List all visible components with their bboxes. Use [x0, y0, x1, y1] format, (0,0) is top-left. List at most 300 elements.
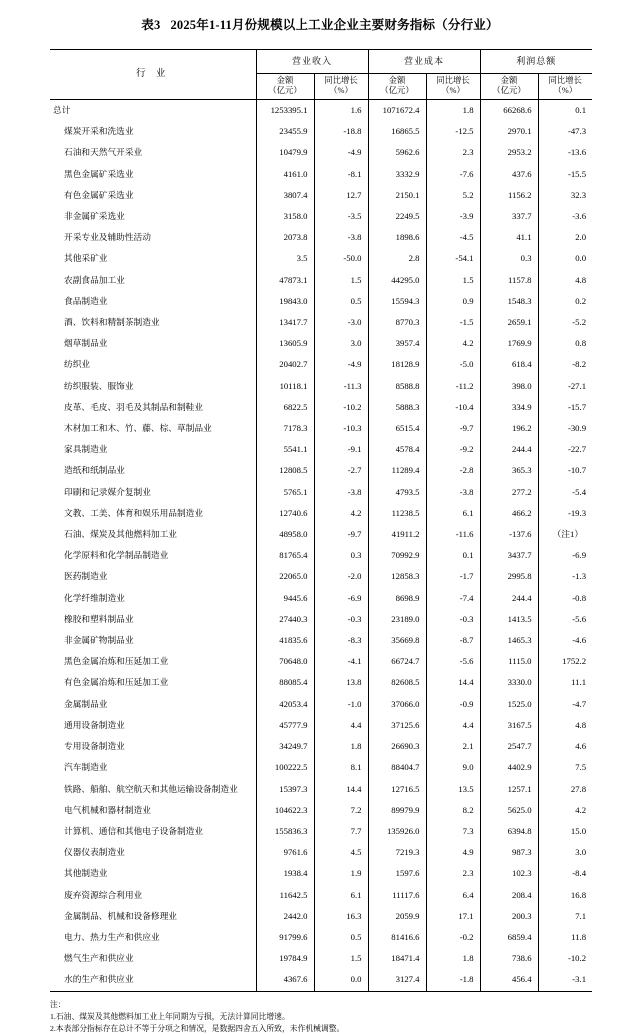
- table-row: [50, 418, 592, 439]
- row-industry-label: 非金属矿采选业: [64, 211, 125, 222]
- cell-profit-amount: 2995.8: [480, 566, 538, 587]
- cell-revenue-amount: 19843.0: [256, 291, 314, 312]
- table-row: [50, 397, 592, 418]
- row-industry-label: 煤炭开采和洗选业: [64, 126, 134, 137]
- row-industry-label: 化学原料和化学制品制造业: [64, 550, 169, 561]
- cell-cost-amount: 81416.6: [368, 927, 426, 948]
- cell-profit-yoy: -8.4: [538, 863, 592, 884]
- cell-revenue-yoy: -0.3: [314, 609, 368, 630]
- cell-profit-yoy: -30.9: [538, 418, 592, 439]
- column-group-revenue: 营业收入: [256, 50, 368, 74]
- cell-profit-amount: 1115.0: [480, 651, 538, 672]
- table-title-text: 2025年1-11月份规模以上工业企业主要财务指标（分行业）: [170, 18, 499, 32]
- cell-cost-amount: 11289.4: [368, 460, 426, 481]
- cell-profit-amount: 2659.1: [480, 312, 538, 333]
- cell-revenue-amount: 20402.7: [256, 354, 314, 375]
- cell-cost-yoy: 4.2: [426, 333, 480, 354]
- cell-profit-yoy: 7.1: [538, 906, 592, 927]
- cell-revenue-yoy: -3.5: [314, 206, 368, 227]
- cell-cost-amount: 8770.3: [368, 312, 426, 333]
- cell-cost-yoy: 17.1: [426, 906, 480, 927]
- financial-indicators-table: [50, 49, 592, 992]
- table-row: [50, 376, 592, 397]
- cell-profit-amount: 5625.0: [480, 800, 538, 821]
- cell-profit-yoy: 32.3: [538, 185, 592, 206]
- cell-cost-amount: 135926.0: [368, 821, 426, 842]
- notes-heading: 注：: [50, 999, 66, 1009]
- cell-revenue-yoy: -6.9: [314, 588, 368, 609]
- column-header-industry: 行 业: [136, 68, 170, 79]
- column-header-revenue-yoy: [314, 74, 368, 100]
- cell-profit-yoy: -5.6: [538, 609, 592, 630]
- cell-revenue-yoy: 8.1: [314, 757, 368, 778]
- cell-cost-yoy: 14.4: [426, 672, 480, 693]
- table-row: [50, 524, 592, 545]
- row-industry-label: 燃气生产和供应业: [64, 953, 134, 964]
- cell-profit-yoy: 11.8: [538, 927, 592, 948]
- cell-revenue-yoy: 1.6: [314, 100, 368, 122]
- table-row: [50, 164, 592, 185]
- table-row: [50, 863, 592, 884]
- cell-cost-yoy: -1.8: [426, 969, 480, 991]
- cell-cost-amount: 66724.7: [368, 651, 426, 672]
- row-industry-label: 其他制造业: [64, 868, 108, 879]
- cell-profit-yoy: 15.0: [538, 821, 592, 842]
- cell-revenue-yoy: -10.2: [314, 397, 368, 418]
- cell-revenue-yoy: -8.3: [314, 630, 368, 651]
- cell-cost-yoy: -11.6: [426, 524, 480, 545]
- sub-line-2: （亿元）: [492, 86, 526, 95]
- table-row: [50, 566, 592, 587]
- cell-revenue-yoy: -1.0: [314, 694, 368, 715]
- cell-profit-yoy: 0.2: [538, 291, 592, 312]
- cell-cost-yoy: 1.8: [426, 948, 480, 969]
- cell-profit-yoy: 0.8: [538, 333, 592, 354]
- sub-line-1: 同比增长: [548, 75, 583, 85]
- sub-line-2: （%）: [441, 86, 465, 95]
- column-header-cost-amount: [368, 74, 426, 100]
- cell-profit-yoy: 0.0: [538, 248, 592, 269]
- cell-revenue-yoy: -4.1: [314, 651, 368, 672]
- cell-cost-yoy: -0.3: [426, 609, 480, 630]
- cell-profit-amount: 2953.2: [480, 142, 538, 163]
- cell-cost-yoy: 7.3: [426, 821, 480, 842]
- cell-revenue-yoy: 0.3: [314, 545, 368, 566]
- cell-cost-amount: 8588.8: [368, 376, 426, 397]
- row-industry-label: 电气机械和器材制造业: [64, 804, 151, 815]
- cell-cost-yoy: 5.2: [426, 185, 480, 206]
- table-row: [50, 694, 592, 715]
- cell-cost-amount: 8698.9: [368, 588, 426, 609]
- cell-revenue-amount: 3158.0: [256, 206, 314, 227]
- cell-revenue-amount: 155836.3: [256, 821, 314, 842]
- sub-line-2: （亿元）: [380, 86, 414, 95]
- table-row: [50, 651, 592, 672]
- row-industry-label: 文教、工美、体育和娱乐用品制造业: [64, 507, 203, 518]
- cell-cost-yoy: 0.1: [426, 545, 480, 566]
- row-industry-label: 铁路、船舶、航空航天和其他运输设备制造业: [64, 783, 238, 794]
- table-notes: [0, 992, 640, 1035]
- table-number: 表3: [141, 18, 161, 32]
- cell-cost-yoy: 13.5: [426, 779, 480, 800]
- cell-profit-amount: 1769.9: [480, 333, 538, 354]
- cell-revenue-amount: 11642.5: [256, 885, 314, 906]
- table-row: [50, 630, 592, 651]
- sub-line-1: 同比增长: [324, 75, 358, 85]
- sub-line-2: （%）: [553, 86, 578, 95]
- cell-profit-amount: 41.1: [480, 227, 538, 248]
- cell-profit-amount: 3167.5: [480, 715, 538, 736]
- cell-cost-yoy: -8.7: [426, 630, 480, 651]
- cell-revenue-amount: 1938.4: [256, 863, 314, 884]
- cell-cost-yoy: -7.6: [426, 164, 480, 185]
- cell-revenue-amount: 88085.4: [256, 672, 314, 693]
- cell-profit-yoy: -0.8: [538, 588, 592, 609]
- cell-revenue-yoy: -4.9: [314, 354, 368, 375]
- cell-profit-amount: 1548.3: [480, 291, 538, 312]
- cell-cost-yoy: 2.3: [426, 142, 480, 163]
- table-row: [50, 185, 592, 206]
- row-industry-label: 印刷和记录媒介复制业: [64, 486, 151, 497]
- cell-cost-amount: 2249.5: [368, 206, 426, 227]
- table-row: [50, 906, 592, 927]
- cell-cost-yoy: 4.9: [426, 842, 480, 863]
- cell-revenue-yoy: -9.1: [314, 439, 368, 460]
- cell-profit-amount: 200.3: [480, 906, 538, 927]
- cell-revenue-amount: 2442.0: [256, 906, 314, 927]
- cell-revenue-yoy: -9.7: [314, 524, 368, 545]
- cell-revenue-amount: 22065.0: [256, 566, 314, 587]
- sub-line-1: 金额: [276, 75, 294, 85]
- row-industry-label: 医药制造业: [64, 571, 108, 582]
- cell-profit-yoy: -13.6: [538, 142, 592, 163]
- row-industry-label: 烟草制品业: [64, 338, 108, 349]
- cell-profit-amount: 1413.5: [480, 609, 538, 630]
- cell-revenue-yoy: 7.7: [314, 821, 368, 842]
- cell-profit-amount: 3330.0: [480, 672, 538, 693]
- cell-cost-amount: 12858.3: [368, 566, 426, 587]
- cell-revenue-amount: 6822.5: [256, 397, 314, 418]
- row-industry-label: 纺织服装、服饰业: [64, 380, 134, 391]
- table-row: [50, 439, 592, 460]
- cell-profit-yoy: -5.2: [538, 312, 592, 333]
- cell-cost-yoy: -3.9: [426, 206, 480, 227]
- cell-cost-yoy: -5.6: [426, 651, 480, 672]
- sub-line-1: 金额: [388, 75, 406, 85]
- row-industry-label: 家具制造业: [64, 444, 108, 455]
- cell-cost-yoy: 6.1: [426, 503, 480, 524]
- cell-revenue-yoy: 1.5: [314, 948, 368, 969]
- row-industry-label: 非金属矿物制品业: [64, 635, 134, 646]
- cell-revenue-yoy: -50.0: [314, 248, 368, 269]
- row-industry-label: 计算机、通信和其他电子设备制造业: [64, 825, 203, 836]
- cell-profit-amount: 1156.2: [480, 185, 538, 206]
- cell-cost-yoy: -9.7: [426, 418, 480, 439]
- cell-profit-amount: 1257.1: [480, 779, 538, 800]
- table-row: [50, 545, 592, 566]
- row-industry-label: 纺织业: [64, 359, 91, 370]
- column-header-profit-yoy: [538, 74, 592, 100]
- cell-profit-yoy: -19.3: [538, 503, 592, 524]
- table-row: [50, 333, 592, 354]
- cell-profit-yoy: -4.6: [538, 630, 592, 651]
- cell-revenue-yoy: -2.7: [314, 460, 368, 481]
- cell-profit-yoy: （注1）: [538, 524, 592, 545]
- cell-cost-yoy: 1.8: [426, 100, 480, 122]
- cell-cost-amount: 4578.4: [368, 439, 426, 460]
- table-row: [50, 885, 592, 906]
- table-row: [50, 609, 592, 630]
- cell-cost-amount: 18471.4: [368, 948, 426, 969]
- cell-profit-amount: 277.2: [480, 482, 538, 503]
- cell-revenue-yoy: -4.9: [314, 142, 368, 163]
- cell-profit-amount: 1525.0: [480, 694, 538, 715]
- page-title: [0, 0, 640, 49]
- cell-profit-amount: 987.3: [480, 842, 538, 863]
- cell-cost-yoy: 2.1: [426, 736, 480, 757]
- cell-profit-amount: 437.6: [480, 164, 538, 185]
- cell-profit-amount: 1157.8: [480, 270, 538, 291]
- row-industry-label: 水的生产和供应业: [64, 974, 134, 985]
- cell-profit-yoy: -5.4: [538, 482, 592, 503]
- table-row: [50, 503, 592, 524]
- table-row: [50, 672, 592, 693]
- row-industry-label: 开采专业及辅助性活动: [64, 232, 151, 243]
- cell-profit-yoy: 27.8: [538, 779, 592, 800]
- cell-profit-yoy: -3.6: [538, 206, 592, 227]
- cell-profit-yoy: -10.2: [538, 948, 592, 969]
- cell-profit-amount: 466.2: [480, 503, 538, 524]
- cell-revenue-yoy: -3.0: [314, 312, 368, 333]
- cell-cost-yoy: 6.4: [426, 885, 480, 906]
- row-industry-label: 橡胶和塑料制品业: [64, 613, 134, 624]
- table-row: [50, 121, 592, 142]
- cell-cost-yoy: -7.4: [426, 588, 480, 609]
- cell-profit-yoy: -27.1: [538, 376, 592, 397]
- cell-revenue-amount: 7178.3: [256, 418, 314, 439]
- cell-cost-yoy: 1.5: [426, 270, 480, 291]
- cell-cost-amount: 12716.5: [368, 779, 426, 800]
- cell-cost-amount: 89979.9: [368, 800, 426, 821]
- row-industry-label: 酒、饮料和精制茶制造业: [64, 317, 160, 328]
- cell-revenue-yoy: 7.2: [314, 800, 368, 821]
- cell-revenue-yoy: 0.5: [314, 927, 368, 948]
- cell-revenue-amount: 19784.9: [256, 948, 314, 969]
- cell-cost-yoy: -3.8: [426, 482, 480, 503]
- cell-cost-amount: 3332.9: [368, 164, 426, 185]
- cell-revenue-yoy: 6.1: [314, 885, 368, 906]
- column-header-cost-yoy: [426, 74, 480, 100]
- table-row: [50, 270, 592, 291]
- table-row: [50, 227, 592, 248]
- cell-revenue-amount: 45777.9: [256, 715, 314, 736]
- cell-cost-yoy: 0.9: [426, 291, 480, 312]
- cell-revenue-yoy: -3.8: [314, 227, 368, 248]
- cell-cost-amount: 4793.5: [368, 482, 426, 503]
- cell-profit-yoy: 11.1: [538, 672, 592, 693]
- cell-cost-yoy: -9.2: [426, 439, 480, 460]
- table-container: [0, 49, 640, 992]
- row-industry-label: 石油、煤炭及其他燃料加工业: [64, 529, 177, 540]
- cell-profit-amount: 0.3: [480, 248, 538, 269]
- cell-profit-yoy: 3.0: [538, 842, 592, 863]
- cell-profit-amount: 618.4: [480, 354, 538, 375]
- cell-profit-amount: 244.4: [480, 439, 538, 460]
- cell-cost-amount: 1898.6: [368, 227, 426, 248]
- cell-profit-yoy: 4.8: [538, 715, 592, 736]
- row-industry-label: 其他采矿业: [64, 253, 108, 264]
- cell-profit-yoy: -1.3: [538, 566, 592, 587]
- cell-profit-yoy: 1752.2: [538, 651, 592, 672]
- cell-cost-amount: 2150.1: [368, 185, 426, 206]
- cell-cost-amount: 1597.6: [368, 863, 426, 884]
- cell-profit-amount: 6394.8: [480, 821, 538, 842]
- cell-revenue-yoy: 4.5: [314, 842, 368, 863]
- cell-cost-amount: 41911.2: [368, 524, 426, 545]
- cell-profit-yoy: -10.7: [538, 460, 592, 481]
- cell-revenue-amount: 10118.1: [256, 376, 314, 397]
- cell-profit-amount: 3437.7: [480, 545, 538, 566]
- cell-cost-yoy: -2.8: [426, 460, 480, 481]
- cell-profit-amount: 2970.1: [480, 121, 538, 142]
- column-header-revenue-amount: [256, 74, 314, 100]
- cell-profit-amount: 244.4: [480, 588, 538, 609]
- cell-profit-amount: 337.7: [480, 206, 538, 227]
- column-header-profit-amount: [480, 74, 538, 100]
- cell-revenue-yoy: -11.3: [314, 376, 368, 397]
- cell-revenue-amount: 12740.6: [256, 503, 314, 524]
- cell-cost-amount: 70992.9: [368, 545, 426, 566]
- cell-cost-yoy: -11.2: [426, 376, 480, 397]
- cell-profit-yoy: -6.9: [538, 545, 592, 566]
- cell-profit-yoy: 16.8: [538, 885, 592, 906]
- table-body: [50, 100, 592, 992]
- row-industry-label: 通用设备制造业: [64, 719, 125, 730]
- cell-cost-yoy: -1.7: [426, 566, 480, 587]
- table-row: [50, 312, 592, 333]
- table-row: [50, 969, 592, 991]
- cell-profit-yoy: -22.7: [538, 439, 592, 460]
- header-group-row: [50, 50, 592, 74]
- row-industry-label: 化学纤维制造业: [64, 592, 125, 603]
- cell-revenue-amount: 91799.6: [256, 927, 314, 948]
- cell-revenue-amount: 9761.6: [256, 842, 314, 863]
- cell-profit-yoy: 4.6: [538, 736, 592, 757]
- cell-revenue-amount: 5765.1: [256, 482, 314, 503]
- cell-revenue-yoy: 13.8: [314, 672, 368, 693]
- cell-revenue-amount: 10479.9: [256, 142, 314, 163]
- cell-cost-amount: 3127.4: [368, 969, 426, 991]
- cell-revenue-yoy: 4.2: [314, 503, 368, 524]
- cell-profit-amount: 196.2: [480, 418, 538, 439]
- row-industry-label: 黑色金属矿采选业: [64, 168, 134, 179]
- sub-line-2: （亿元）: [268, 86, 302, 95]
- cell-cost-yoy: -1.5: [426, 312, 480, 333]
- table-row: [50, 588, 592, 609]
- cell-revenue-amount: 13605.9: [256, 333, 314, 354]
- cell-cost-amount: 44295.0: [368, 270, 426, 291]
- cell-profit-yoy: -8.2: [538, 354, 592, 375]
- table-row: [50, 800, 592, 821]
- cell-revenue-amount: 3.5: [256, 248, 314, 269]
- cell-profit-amount: 66268.6: [480, 100, 538, 122]
- row-industry-label: 汽车制造业: [64, 762, 108, 773]
- cell-profit-yoy: -47.3: [538, 121, 592, 142]
- cell-revenue-amount: 27440.3: [256, 609, 314, 630]
- row-industry-label: 总计: [53, 105, 71, 115]
- cell-cost-yoy: 9.0: [426, 757, 480, 778]
- row-industry-label: 有色金属冶炼和压延加工业: [64, 677, 169, 688]
- row-industry-label: 专用设备制造业: [64, 741, 125, 752]
- sub-line-1: 金额: [500, 75, 518, 85]
- cell-revenue-yoy: -18.8: [314, 121, 368, 142]
- cell-profit-yoy: -15.7: [538, 397, 592, 418]
- row-industry-label: 造纸和纸制品业: [64, 465, 125, 476]
- cell-revenue-amount: 104622.3: [256, 800, 314, 821]
- cell-profit-amount: 208.4: [480, 885, 538, 906]
- cell-revenue-amount: 3807.4: [256, 185, 314, 206]
- table-row: [50, 821, 592, 842]
- cell-revenue-yoy: -3.8: [314, 482, 368, 503]
- table-row: [50, 206, 592, 227]
- cell-cost-amount: 7219.3: [368, 842, 426, 863]
- cell-profit-yoy: 4.8: [538, 270, 592, 291]
- cell-revenue-yoy: 0.0: [314, 969, 368, 991]
- table-row: [50, 927, 592, 948]
- cell-profit-amount: 365.3: [480, 460, 538, 481]
- cell-cost-amount: 18128.9: [368, 354, 426, 375]
- table-row: [50, 291, 592, 312]
- cell-revenue-yoy: 4.4: [314, 715, 368, 736]
- cell-revenue-amount: 15397.3: [256, 779, 314, 800]
- row-industry-label: 金属制品业: [64, 698, 108, 709]
- cell-profit-yoy: 0.1: [538, 100, 592, 122]
- table-row: [50, 757, 592, 778]
- cell-revenue-amount: 81765.4: [256, 545, 314, 566]
- cell-cost-yoy: -5.0: [426, 354, 480, 375]
- cell-cost-amount: 88404.7: [368, 757, 426, 778]
- cell-cost-amount: 82608.5: [368, 672, 426, 693]
- row-industry-label: 废弃资源综合利用业: [64, 889, 143, 900]
- cell-revenue-amount: 34249.7: [256, 736, 314, 757]
- cell-cost-yoy: -10.4: [426, 397, 480, 418]
- column-group-cost: 营业成本: [368, 50, 480, 74]
- cell-cost-amount: 37125.6: [368, 715, 426, 736]
- cell-profit-yoy: 4.2: [538, 800, 592, 821]
- row-industry-label: 石油和天然气开采业: [64, 147, 143, 158]
- cell-revenue-yoy: -8.1: [314, 164, 368, 185]
- cell-revenue-amount: 9445.6: [256, 588, 314, 609]
- table-row: [50, 842, 592, 863]
- cell-cost-yoy: 4.4: [426, 715, 480, 736]
- cell-cost-amount: 16865.5: [368, 121, 426, 142]
- cell-revenue-yoy: 3.0: [314, 333, 368, 354]
- cell-revenue-amount: 12808.5: [256, 460, 314, 481]
- cell-revenue-amount: 2073.8: [256, 227, 314, 248]
- table-row: [50, 142, 592, 163]
- note-item-2: 2.本表部分指标存在总计不等于分项之和情况，是数据四舍五入所致，未作机械调整。: [50, 1023, 345, 1033]
- cell-profit-amount: 738.6: [480, 948, 538, 969]
- cell-profit-amount: 456.4: [480, 969, 538, 991]
- cell-cost-yoy: -0.2: [426, 927, 480, 948]
- cell-revenue-amount: 4161.0: [256, 164, 314, 185]
- table-row: [50, 715, 592, 736]
- row-industry-label: 木材加工和木、竹、藤、棕、草制品业: [64, 423, 212, 434]
- row-industry-label: 有色金属矿采选业: [64, 189, 134, 200]
- cell-cost-amount: 26690.3: [368, 736, 426, 757]
- note-item-1: 1.石油、煤炭及其他燃料加工业上年同期为亏损，无法计算同比增速。: [50, 1011, 290, 1021]
- cell-revenue-amount: 1253395.1: [256, 100, 314, 122]
